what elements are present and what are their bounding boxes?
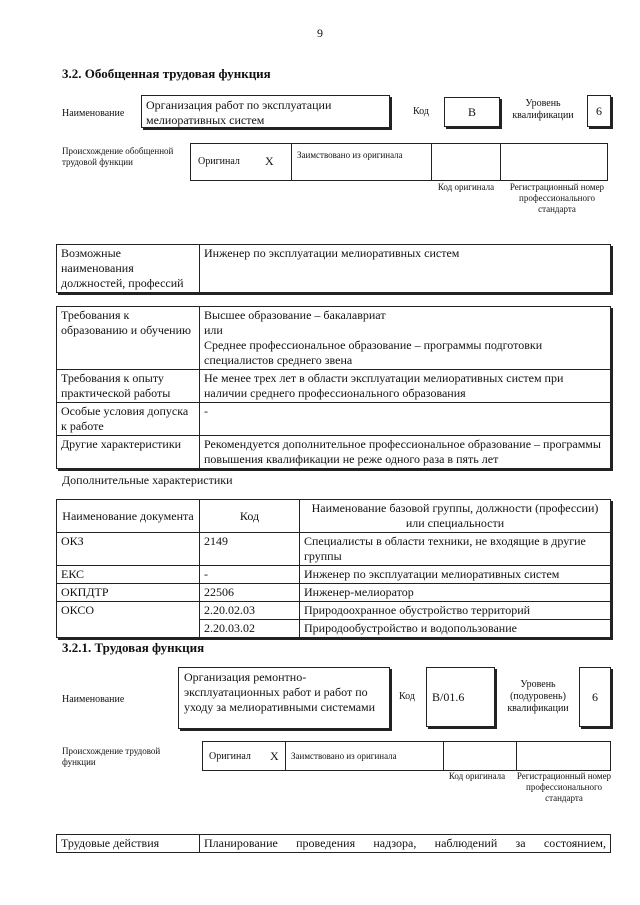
- divider: [285, 742, 286, 770]
- table-row: [57, 602, 611, 620]
- table-row: [57, 584, 611, 602]
- cell-document: ОКПДТР: [57, 584, 200, 602]
- reg-number-label: Регистрационный номер профессионального стандарта: [509, 182, 605, 214]
- additional-table: [56, 499, 611, 638]
- divider: [500, 144, 501, 180]
- page-number: 9: [317, 26, 323, 40]
- qualification-level-box: 6: [587, 95, 611, 127]
- requirement-value: [200, 307, 611, 370]
- divider: [516, 742, 517, 770]
- possible-names-table: [56, 244, 611, 293]
- labor-actions-value: Планирование проведения надзора, наблюдений за состоянием,: [200, 835, 611, 853]
- header-code: Код: [200, 500, 300, 533]
- header-document: Наименование документа: [57, 500, 200, 533]
- requirements-table: [56, 306, 611, 469]
- table-row: [57, 566, 611, 584]
- origin-label: Происхождение обобщенной трудовой функции: [62, 146, 174, 167]
- code-label: Код: [399, 691, 415, 702]
- function-name-box: Организация работ по эксплуатации мелиоративных систем: [141, 95, 390, 128]
- borrowed-label: Заимствовано из оригинала: [291, 751, 397, 761]
- reg-number-label: Регистрационный номер профессионального стандарта: [516, 771, 612, 803]
- cell-document: ОКЗ: [57, 533, 200, 566]
- requirement-line: или: [204, 323, 223, 337]
- requirement-row: [57, 403, 611, 436]
- origin-label: Происхождение трудовой функции: [62, 746, 161, 767]
- original-label: Оригинал: [209, 751, 251, 762]
- cell-code: 2.20.02.03: [200, 602, 300, 620]
- requirement-value: Рекомендуется дополнительное профессиональное образование – программы повышения квалификации не реже одного раза в пять лет: [200, 436, 611, 469]
- section-heading: 3.2. Обобщенная трудовая функция: [62, 66, 271, 81]
- original-mark: X: [270, 749, 279, 763]
- requirement-label: Другие характеристики: [57, 436, 200, 469]
- requirement-line: Высшее образование – бакалавриат: [204, 308, 386, 322]
- table-header-row: [57, 500, 611, 533]
- qualification-level-label: Уровень (подуровень) квалификации: [507, 679, 569, 714]
- cell-group: Природообустройство и водопользование: [300, 620, 611, 638]
- origin-table: [190, 143, 608, 181]
- cell-group: Природоохранное обустройство территорий: [300, 602, 611, 620]
- qualification-level-label: Уровень квалификации: [512, 98, 574, 121]
- requirement-label: Требования к опыту практической работы: [57, 370, 200, 403]
- origin-table: [202, 741, 611, 771]
- original-mark: X: [265, 154, 274, 168]
- original-label: Оригинал: [198, 156, 240, 167]
- code-box: B: [444, 97, 500, 127]
- table-row: [57, 533, 611, 566]
- cell-group: Специалисты в области техники, не входящие в другие группы: [300, 533, 611, 566]
- requirement-line: Среднее профессиональное образование – программы подготовки специалистов среднего звена: [204, 338, 543, 367]
- labor-actions-table: [56, 834, 611, 853]
- requirement-label: Требования к образованию и обучению: [57, 307, 200, 370]
- additional-heading: Дополнительные характеристики: [62, 473, 233, 487]
- possible-names-label: Возможные наименования должностей, профессий: [57, 245, 200, 293]
- cell-code: 22506: [200, 584, 300, 602]
- name-label: Наименование: [62, 694, 125, 705]
- code-box: B/01.6: [426, 667, 495, 727]
- requirement-row: [57, 436, 611, 469]
- requirement-row: [57, 307, 611, 370]
- cell-document: ЕКС: [57, 566, 200, 584]
- cell-code: -: [200, 566, 300, 584]
- divider: [443, 742, 444, 770]
- cell-group: Инженер-мелиоратор: [300, 584, 611, 602]
- cell-group: Инженер по эксплуатации мелиоративных систем: [300, 566, 611, 584]
- origin-code-label: Код оригинала: [437, 182, 495, 192]
- requirement-value: -: [200, 403, 611, 436]
- cell-document: ОКСО: [57, 602, 200, 638]
- cell-code: 2149: [200, 533, 300, 566]
- divider: [431, 144, 432, 180]
- code-label: Код: [413, 106, 429, 117]
- origin-code-label: Код оригинала: [448, 771, 506, 781]
- subsection-heading: 3.2.1. Трудовая функция: [62, 640, 205, 655]
- requirement-value: Не менее трех лет в области эксплуатации мелиоративных систем при наличии среднего профессионального образования: [200, 370, 611, 403]
- cell-code: 2.20.03.02: [200, 620, 300, 638]
- borrowed-label: Заимствовано из оригинала: [297, 150, 403, 160]
- name-label: Наименование: [62, 108, 125, 119]
- divider: [291, 144, 292, 180]
- qualification-level-box: 6: [579, 667, 611, 727]
- labor-actions-label: Трудовые действия: [57, 835, 200, 853]
- requirement-label: Особые условия допуска к работе: [57, 403, 200, 436]
- header-group: Наименование базовой группы, должности (профессии) или специальности: [300, 500, 611, 533]
- requirement-row: [57, 370, 611, 403]
- function-name-box: Организация ремонтно-эксплуатационных работ и работ по уходу за мелиоративными системами: [178, 667, 390, 729]
- possible-names-value: Инженер по эксплуатации мелиоративных систем: [200, 245, 611, 293]
